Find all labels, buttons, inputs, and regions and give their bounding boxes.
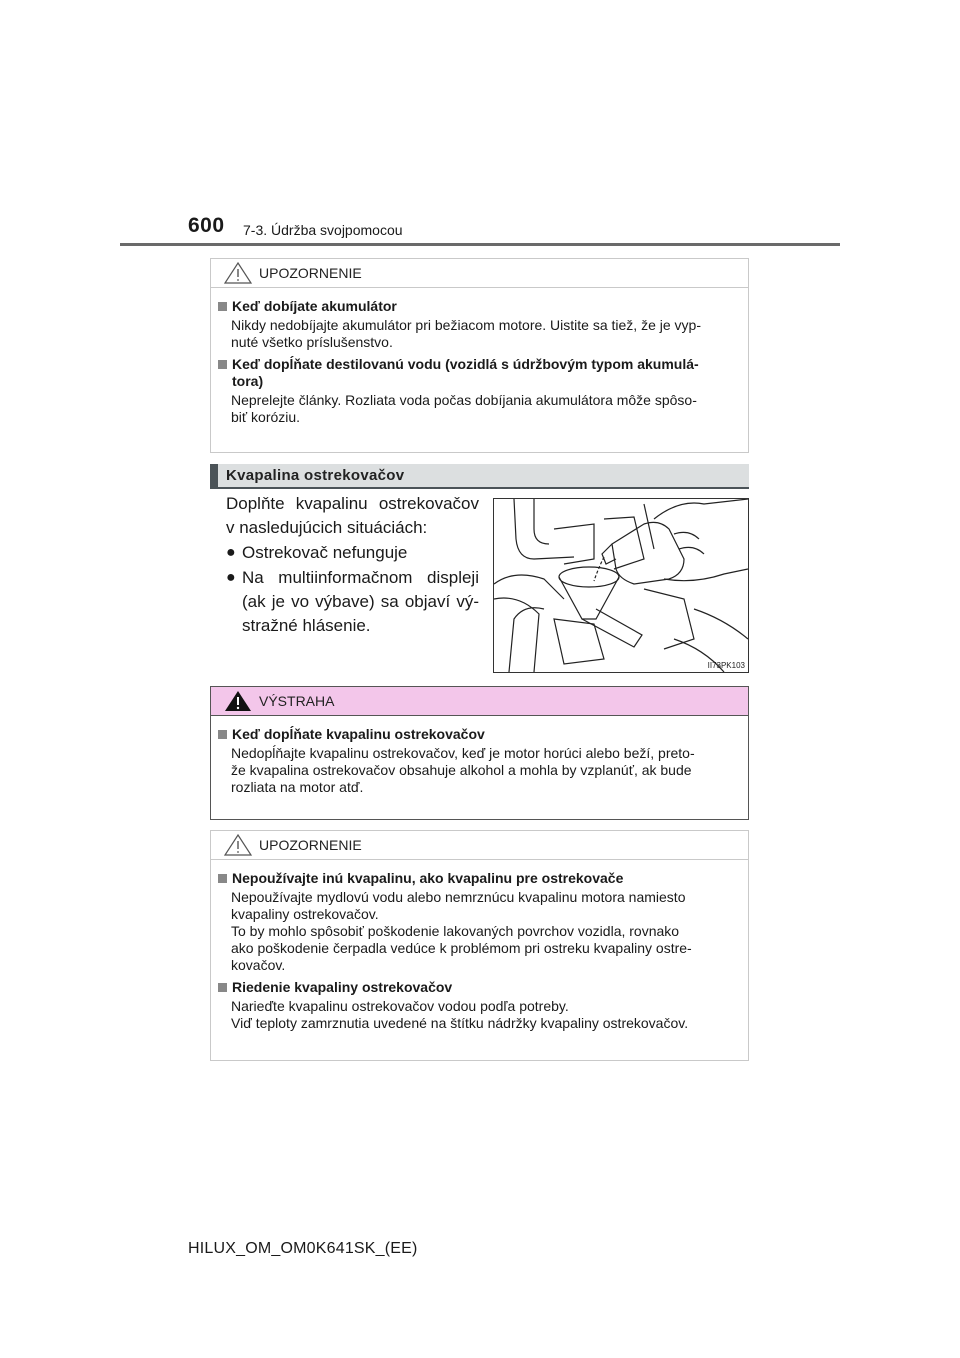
caution-box-washer-fluid xyxy=(210,830,749,1061)
square-bullet-icon xyxy=(218,360,227,369)
caution-item-title: Nepoužívajte inú kvapalinu, ako kvapalinu pre ostrekovače xyxy=(232,870,624,886)
warning-item-text: Nedopĺňajte kvapalinu ostrekovačov, keď je motor horúci alebo beží, preto- že kvapalina ostrekovačov obsahuje alkohol a mohla by vzplanúť, ak bude rozliata na motor atď. xyxy=(231,745,695,795)
caution-item-text: Neprelejte články. Rozliata voda počas dobíjania akumulátora môže spôso- biť koróziu. xyxy=(231,392,697,425)
caution-header xyxy=(211,831,748,860)
subsection-heading-bar xyxy=(210,464,218,487)
pouring-fluid-illustration xyxy=(494,499,748,672)
page-number: 600 xyxy=(188,214,225,237)
list-item xyxy=(226,566,479,638)
caution-item-title: Riedenie kvapaliny ostrekovačov xyxy=(232,979,453,995)
caution-header xyxy=(211,259,748,288)
caution-item xyxy=(218,979,740,1032)
list-item xyxy=(226,541,479,565)
square-bullet-icon xyxy=(218,730,227,739)
warning-box-washer-fluid xyxy=(210,686,749,820)
caution-triangle-icon xyxy=(223,262,253,284)
list-item-text: Na multiinformačnom displeji (ak je vo výbave) sa objaví vý-stražné hlásenie. xyxy=(242,568,479,635)
subsection-heading-text: Kvapalina ostrekovačov xyxy=(226,467,405,484)
warning-label: VÝSTRAHA xyxy=(259,693,335,709)
caution-item-text: Nikdy nedobíjajte akumulátor pri bežiacom motore. Uistite sa tiež, že je vyp- nuté všetko príslušenstvo. xyxy=(231,317,701,350)
figure-code: II73PK103 xyxy=(707,661,745,670)
caution-box-battery xyxy=(210,258,749,453)
document-code: HILUX_OM_OM0K641SK_(EE) xyxy=(188,1240,418,1257)
caution-label: UPOZORNENIE xyxy=(259,837,362,853)
bullet-dot-icon: ● xyxy=(226,569,236,586)
caution-item xyxy=(218,298,740,351)
warning-triangle-icon xyxy=(223,690,253,712)
caution-triangle-icon xyxy=(223,834,253,856)
caution-item xyxy=(218,870,740,974)
caution-item-text: Nepoužívajte mydlovú vodu alebo nemrznúcu kvapalinu motora namiesto kvapaliny ostrekovačov. To by mohlo spôsobiť poškodenie lakovaných povrchov vozidla, rovnako ako poškodenie čerpadla vedúce k problémom pri ostreku kvapaliny ostre- kovačov. xyxy=(231,889,692,973)
subsection-heading xyxy=(210,464,749,489)
caution-item-title: Keď dopĺňate destilovanú vodu (vozidlá s údržbovým typom akumulá- tora) xyxy=(232,356,699,389)
washer-fluid-body xyxy=(226,492,479,638)
section-title: 7-3. Údržba svojpomocou xyxy=(243,222,403,238)
washer-fluid-illustration xyxy=(493,498,749,673)
square-bullet-icon xyxy=(218,983,227,992)
caution-item-title: Keď dobíjate akumulátor xyxy=(232,298,397,314)
bullet-dot-icon: ● xyxy=(226,544,236,561)
washer-fluid-intro: Doplňte kvapalinu ostrekovačov v nasledujúcich situáciách: xyxy=(226,494,479,537)
header-rule xyxy=(120,243,840,246)
square-bullet-icon xyxy=(218,874,227,883)
caution-item-text: Narieďte kvapalinu ostrekovačov vodou podľa potreby. Viď teploty zamrznutia uvedené na štítku nádržky kvapaliny ostrekovačov. xyxy=(231,998,689,1031)
warning-item xyxy=(218,726,740,796)
list-item-text: Ostrekovač nefunguje xyxy=(242,543,408,562)
square-bullet-icon xyxy=(218,302,227,311)
warning-header xyxy=(211,687,748,716)
caution-item xyxy=(218,356,740,426)
warning-item-title: Keď dopĺňate kvapalinu ostrekovačov xyxy=(232,726,485,742)
caution-label: UPOZORNENIE xyxy=(259,265,362,281)
